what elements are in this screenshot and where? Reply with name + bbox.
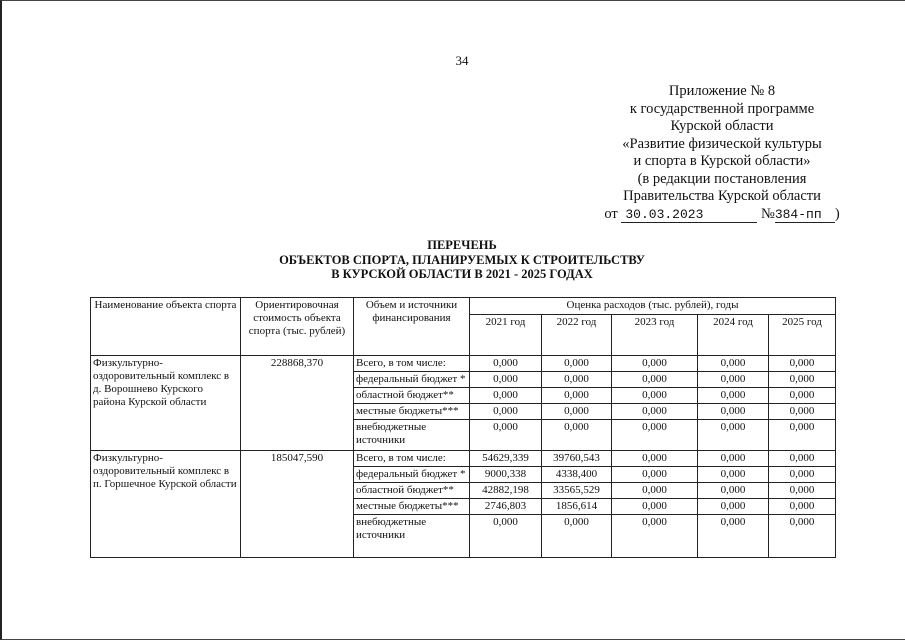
header-year: 2022 год <box>542 315 612 356</box>
value-cell: 54629,339 <box>470 451 542 467</box>
header-year: 2024 год <box>698 315 769 356</box>
value-cell: 0,000 <box>698 420 769 451</box>
value-cell: 0,000 <box>698 388 769 404</box>
object-name: Физкультурно-оздоровительный комплекс в д. Ворошнево Курского района Курской области <box>91 356 241 451</box>
source-name: федеральный бюджет * <box>354 372 470 388</box>
list-heading <box>202 238 722 282</box>
value-cell: 0,000 <box>769 467 836 483</box>
heading-line-3: В КУРСКОЙ ОБЛАСТИ В 2021 - 2025 ГОДАХ <box>331 267 593 281</box>
sport-objects-table <box>90 297 836 558</box>
value-cell: 0,000 <box>542 515 612 558</box>
value-cell: 0,000 <box>769 356 836 372</box>
source-name: внебюджетные источники <box>354 420 470 451</box>
value-cell: 0,000 <box>769 420 836 451</box>
object-cost: 185047,590 <box>241 451 354 558</box>
value-cell: 0,000 <box>612 467 698 483</box>
appendix-line: и спорта в Курской области» <box>633 153 811 169</box>
header-source: Объем и источники финансирования <box>354 298 470 356</box>
value-cell: 1856,614 <box>542 499 612 515</box>
value-cell: 0,000 <box>612 388 698 404</box>
header-name: Наименование объекта спорта <box>91 298 241 356</box>
header-cost: Ориентировочная стоимость объекта спорта (тыс. рублей) <box>241 298 354 356</box>
value-cell: 9000,338 <box>470 467 542 483</box>
value-cell: 0,000 <box>470 515 542 558</box>
source-name: местные бюджеты*** <box>354 404 470 420</box>
value-cell: 0,000 <box>612 372 698 388</box>
table-row <box>91 451 836 467</box>
object-name: Физкультурно-оздоровительный комплекс в п. Горшечное Курской области <box>91 451 241 558</box>
value-cell: 0,000 <box>769 499 836 515</box>
value-cell: 0,000 <box>698 467 769 483</box>
value-cell: 0,000 <box>698 356 769 372</box>
value-cell: 0,000 <box>612 515 698 558</box>
source-name: местные бюджеты*** <box>354 499 470 515</box>
value-cell: 0,000 <box>698 483 769 499</box>
value-cell: 0,000 <box>698 451 769 467</box>
value-cell: 0,000 <box>769 515 836 558</box>
appendix-block <box>562 83 882 223</box>
value-cell: 0,000 <box>470 404 542 420</box>
heading-line-1: ПЕРЕЧЕНЬ <box>427 238 497 252</box>
value-cell: 0,000 <box>698 372 769 388</box>
value-cell: 0,000 <box>769 451 836 467</box>
value-cell: 0,000 <box>612 451 698 467</box>
value-cell: 0,000 <box>769 388 836 404</box>
value-cell: 0,000 <box>470 372 542 388</box>
decree-prefix: от <box>604 205 618 222</box>
decree-number: 384-пп <box>775 208 835 223</box>
value-cell: 2746,803 <box>470 499 542 515</box>
source-name: областной бюджет** <box>354 483 470 499</box>
appendix-line: к государственной программе <box>629 100 815 117</box>
value-cell: 0,000 <box>612 356 698 372</box>
value-cell: 0,000 <box>769 483 836 499</box>
decree-number-label: № <box>760 205 775 222</box>
header-year: 2021 год <box>470 315 542 356</box>
appendix-line: Курской области <box>670 118 774 134</box>
value-cell: 0,000 <box>612 499 698 515</box>
value-cell: 33565,529 <box>542 483 612 499</box>
header-year: 2025 год <box>769 315 836 356</box>
decree-date: 30.03.2023 <box>621 208 757 223</box>
value-cell: 0,000 <box>470 356 542 372</box>
appendix-line: Правительства Курской области <box>623 188 821 204</box>
appendix-line: Приложение № 8 <box>668 83 776 99</box>
object-cost: 228868,370 <box>241 356 354 451</box>
value-cell: 0,000 <box>470 388 542 404</box>
source-name: областной бюджет** <box>354 388 470 404</box>
heading-line-2: ОБЪЕКТОВ СПОРТА, ПЛАНИРУЕМЫХ К СТРОИТЕЛЬСТВУ <box>279 252 645 267</box>
value-cell: 0,000 <box>542 404 612 420</box>
value-cell: 42882,198 <box>470 483 542 499</box>
value-cell: 0,000 <box>542 388 612 404</box>
value-cell: 0,000 <box>542 420 612 451</box>
source-name: Всего, в том числе: <box>354 451 470 467</box>
decree-close: ) <box>834 205 840 222</box>
source-name: внебюджетные источники <box>354 515 470 558</box>
source-name: федеральный бюджет * <box>354 467 470 483</box>
value-cell: 39760,543 <box>542 451 612 467</box>
value-cell: 4338,400 <box>542 467 612 483</box>
value-cell: 0,000 <box>612 483 698 499</box>
header-year: 2023 год <box>612 315 698 356</box>
source-name: Всего, в том числе: <box>354 356 470 372</box>
value-cell: 0,000 <box>698 499 769 515</box>
value-cell: 0,000 <box>698 515 769 558</box>
value-cell: 0,000 <box>769 404 836 420</box>
page-number: 34 <box>455 53 469 68</box>
value-cell: 0,000 <box>542 372 612 388</box>
value-cell: 0,000 <box>542 356 612 372</box>
appendix-line: (в редакции постановления <box>637 170 807 187</box>
header-estimate: Оценка расходов (тыс. рублей), годы <box>470 298 836 315</box>
appendix-line: «Развитие физической культуры <box>622 135 822 152</box>
value-cell: 0,000 <box>769 372 836 388</box>
value-cell: 0,000 <box>470 420 542 451</box>
table-row <box>91 356 836 372</box>
decree-line <box>562 206 882 224</box>
value-cell: 0,000 <box>698 404 769 420</box>
value-cell: 0,000 <box>612 404 698 420</box>
value-cell: 0,000 <box>612 420 698 451</box>
